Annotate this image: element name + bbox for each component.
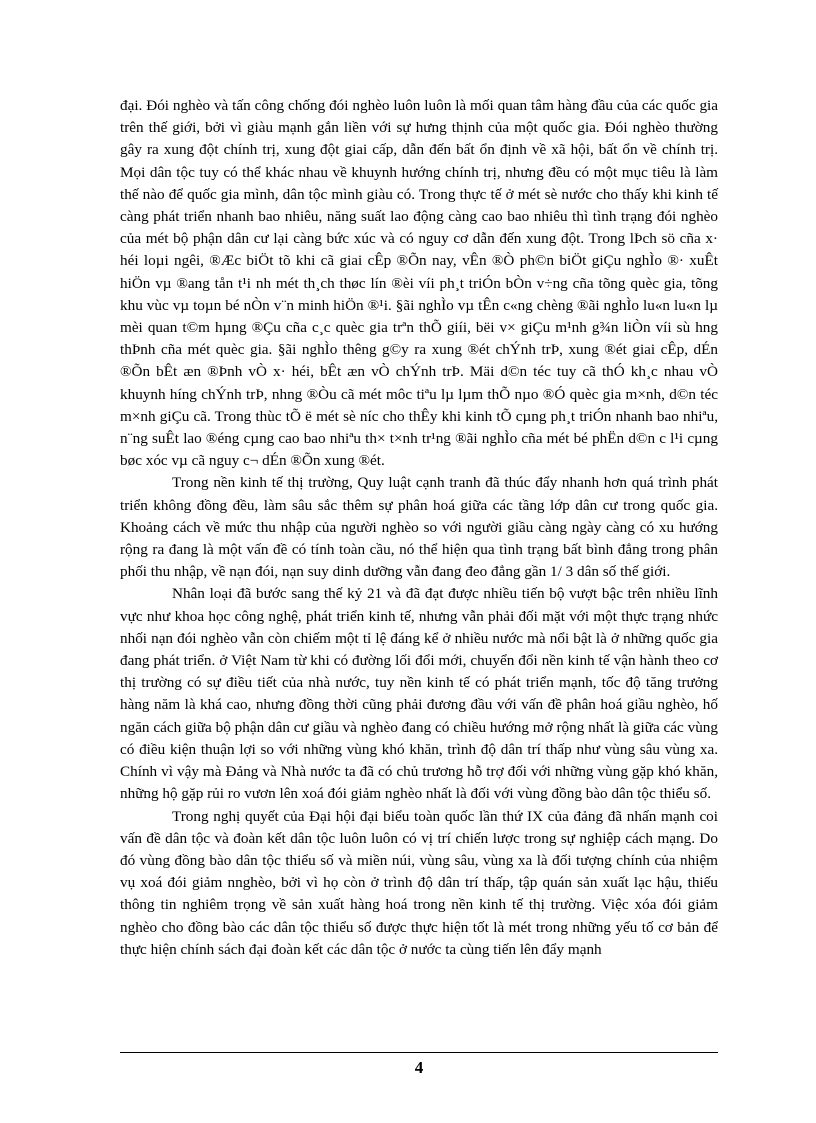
paragraph-2: Trong nền kinh tế thị trường, Quy luật cạnh tranh đã thúc đẩy nhanh hơn quá trình phát triển không đồng đều, làm sâu sắc thêm sự phân hoá giữa các tầng lớp dân cư trong quốc gia. Khoảng cách về mức thu nhập của người nghèo so với người giầu càng ngày càng có xu hướng rộng ra đang là một vấn đề có tính toàn cầu, nó thể hiện qua tình trạng bất bình đẳng trong phân phối thu nhập, về nạn đói, nạn suy dinh dưỡng vẫn đang đeo đẳng gần 1/ 3 dân số thế giới. bbox=[120, 474, 718, 581]
paragraph-4: Trong nghị quyết của Đại hội đại biểu toàn quốc lần thứ IX của đảng đã nhấn mạnh coi vấn đề dân tộc và đoàn kết dân tộc luôn luôn có vị trí chiến lược trong sự nghiệp cách mạng. Do đó vùng đồng bào dân tộc thiểu số và miền núi, vùng sâu, vùng xa là đối tượng chính của nhiệm vụ xoá đói giảm nnghèo, bởi vì họ còn ở trình độ dân trí thấp, tập quán sản xuất lạc hậu, thiếu thông tin nghiêm trọng về sản xuất hàng hoá trong nền kinh tế thị trường. Việc xóa đói giảm nghèo cho đồng bào các dân tộc thiểu số được thực hiện tốt là mét trong những yếu tố cơ bản để thực hiện chính sách đại đoàn kết các dân tộc ở nước ta cùng tiến lên đẩy mạnh bbox=[120, 807, 718, 958]
page-number: 4 bbox=[414, 1058, 424, 1077]
paragraph-3: Nhân loại đã bước sang thế kỷ 21 và đã đạt được nhiều tiến bộ vượt bậc trên nhiều lĩnh vực như khoa học công nghệ, phát triển kinh tế, nhưng vẫn phải đối mặt với một thực trạng nhức nhối nạn đói nghèo vẫn còn chiếm một tỉ lệ đáng kể ở nhiều nước mà nổi bật là ở những quốc gia đang phát triển. ở Việt Nam từ khi có đường lối đổi mới, chuyển đổi nền kinh tế vận hành theo cơ thị trường có sự điều tiết của nhà nước, tuy nền kinh tế có phát triển mạnh, tốc độ tăng trưởng hàng năm là khá cao, nhưng đồng thời cũng phải đương đầu với vấn đề phân hoá giầu nghèo, hố ngăn cách giữa bộ phận dân cư giầu và nghèo đang có chiều hướng mở rộng nhất là giữa các vùng có điều kiện thuận lợi so với những vùng khó khăn, trình độ dân trí thấp như vùng sâu vùng xa. Chính vì vậy mà Đảng và Nhà nước ta đã có chủ trương hỗ trợ đối với những vùng gặp khó khăn, những hộ gặp rủi ro vươn lên xoá đói giảm nghèo nhất là đối với vùng đồng bào dân tộc thiểu số. bbox=[120, 585, 718, 803]
footer-divider bbox=[120, 1052, 718, 1053]
body-text bbox=[120, 95, 718, 961]
paragraph-1: đại. Đói nghèo và tấn công chống đói nghèo luôn luôn là mối quan tâm hàng đầu của các quốc gia trên thế giới, bởi vì giàu mạnh gắn liền với sự hưng thịnh của một quốc gia. Đói nghèo thường gây ra xung đột chính trị, xung đột giai cấp, dẫn đến bất ổn định về xã hội, bất ổn về chính trị. Mọi dân tộc tuy có thể khác nhau về khuynh hướng chính trị, nhưng đều có một mục tiêu là làm thế nào để quốc gia mình, dân tộc mình giàu có. Trong thực tế ở mét sè nước cho thấy khi kinh tế càng phát triển nhanh bao nhiêu, năng suất lao động càng cao bao nhiêu thì tình trạng đói nghèo của mét bộ phận dân cư lại càng bức xúc và có nguy cơ dẫn đến xung đột. Trong lÞch sö cña x· héi loµi ngêi, ®Æc biÖt tõ khi cã giai cÊp ®Õn nay, vÊn ®Ò ph©n biÖt giÇu nghÌo ®· xuÊt hiÖn vµ ®ang tån t¹i nh mét th¸ch thøc lín ®èi víi ph¸t triÓn bÒn v÷ng cña tõng quèc gia, tõng khu vùc vµ toµn bé nÒn v¨n minh hiÖn ®¹i. §ãi nghÌo vµ tÊn c«ng chèng ®ãi nghÌo lu«n lu«n lµ mèi quan t©m hµng ®Çu cña c¸c quèc gia trªn thÕ giíi, bëi v× giÇu m¹nh g¾n liÒn víi sù hng thÞnh cña mét quèc gia. §ãi nghÌo thêng g©y ra xung ®ét chÝnh trÞ, xung ®ét giai cÊp, dÉn ®Õn bÊt æn ®Þnh vÒ x· héi, bÊt æn vÒ chÝnh trÞ. Mäi d©n téc tuy cã thÓ kh¸c nhau vÒ khuynh híng chÝnh trÞ, nhng ®Òu cã mét môc tiªu lµ lµm thÕ nµo ®Ó quèc gia m×nh, d©n téc m×nh giÇu cã. Trong thùc tÕ ë mét sè níc cho thÊy khi kinh tÕ cµng ph¸t triÓn nhanh bao nhiªu, n¨ng suÊt lao ®éng cµng cao bao nhiªu th× t×nh tr¹ng ®ãi nghÌo cña mét bé phËn d©n c l¹i cµng bøc xóc vµ cã nguy c¬ dÉn ®Õn xung ®ét. bbox=[120, 97, 718, 470]
